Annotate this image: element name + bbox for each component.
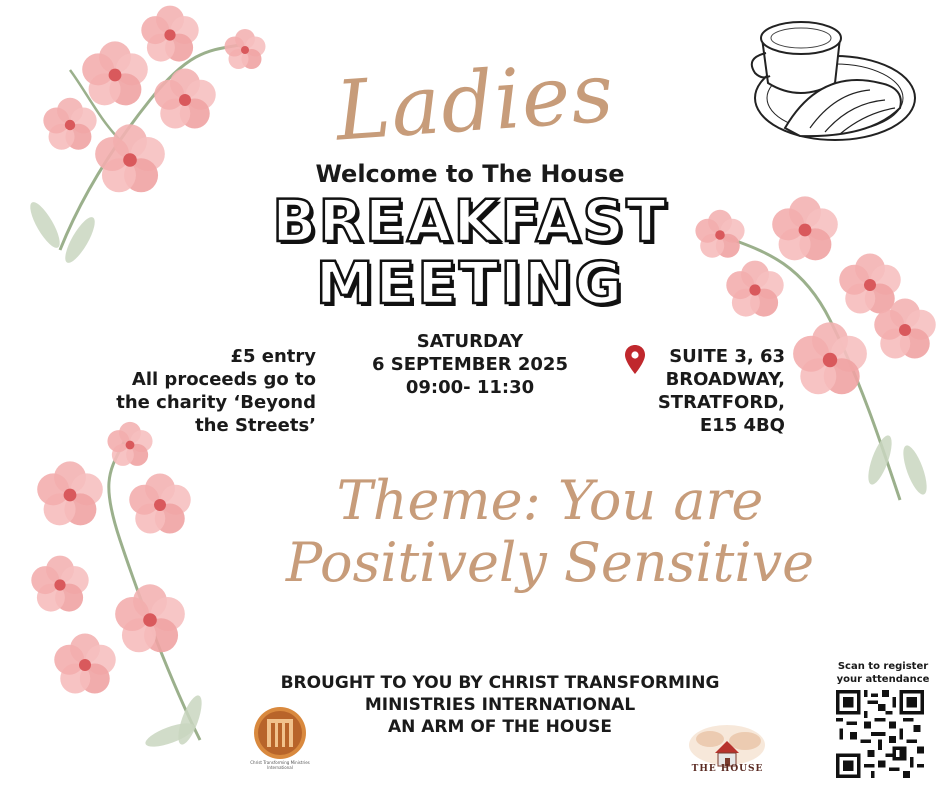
theme-text	[240, 470, 860, 594]
welcome-text: Welcome to The House	[315, 160, 625, 188]
coffee-croissant-illustration	[740, 8, 920, 148]
address-line-4: E15 4BQ	[699, 415, 785, 436]
proceeds-line-1: All proceeds go to	[131, 369, 316, 390]
proceeds-line-3: the Streets’	[195, 415, 316, 436]
address-line-2: BROADWAY,	[665, 369, 785, 390]
the-house-logo-text: THE HOUSE	[691, 764, 764, 774]
qr-label	[826, 660, 940, 686]
event-time: 09:00- 11:30	[405, 377, 535, 398]
ctmi-logo-text-1: Christ Transforming Ministries	[250, 760, 310, 765]
entry-price: £5 entry	[230, 346, 316, 367]
organizer-line-1: BROUGHT TO YOU BY CHRIST TRANSFORMING	[280, 673, 720, 693]
entry-info	[60, 345, 316, 437]
title-script: Ladies	[332, 45, 618, 160]
ctmi-logo-text	[243, 760, 317, 770]
event-day: SATURDAY	[416, 331, 524, 352]
theme-line-1: Theme: You are	[336, 469, 764, 532]
location-info	[630, 345, 785, 437]
proceeds-line-2: the charity ‘Beyond	[116, 392, 316, 413]
blossom-branch-top-left	[25, 6, 265, 267]
title-breakfast: BREAKFAST	[272, 187, 668, 255]
address-line-1: SUITE 3, 63	[669, 346, 785, 367]
blossom-branch-bottom-left	[31, 422, 206, 752]
ctmi-logo-text-2: International	[267, 765, 293, 770]
qr-label-line-2: your attendance	[836, 674, 930, 685]
qr-label-line-1: Scan to register	[837, 661, 929, 672]
event-date: 6 SEPTEMBER 2025	[372, 354, 568, 375]
organizer-line-3: AN ARM OF THE HOUSE	[387, 717, 613, 737]
ctmi-logo	[245, 705, 315, 785]
organizer-line-2: MINISTRIES INTERNATIONAL	[364, 695, 636, 715]
title-meeting: MEETING	[315, 249, 625, 317]
address-line-3: STRATFORD,	[657, 392, 785, 413]
theme-line-2: Positively Sensitive	[285, 531, 815, 594]
date-info	[330, 330, 610, 399]
qr-code[interactable]	[836, 690, 924, 778]
